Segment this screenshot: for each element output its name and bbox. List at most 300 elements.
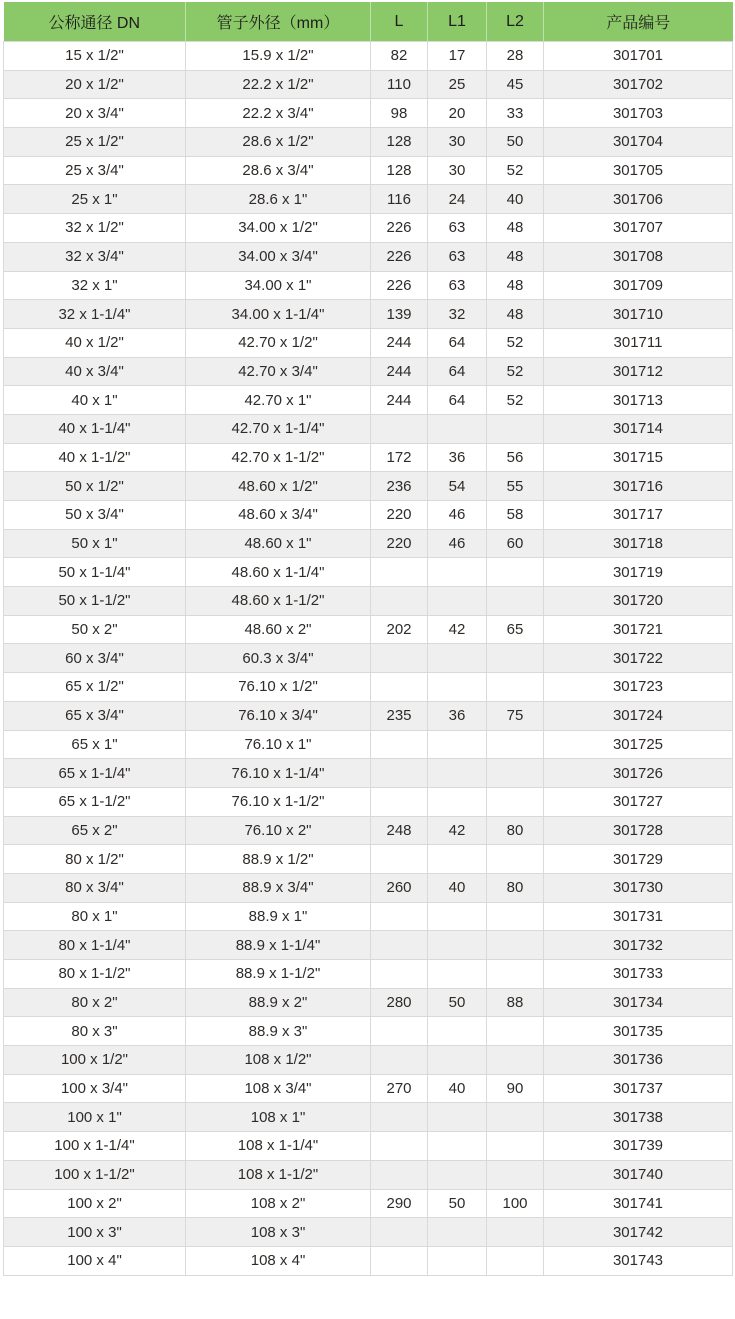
cell-dn: 100 x 1/2": [4, 1046, 186, 1075]
cell-l: 235: [371, 701, 428, 730]
cell-l1: 46: [428, 501, 487, 530]
product-spec-table-container: [3, 2, 732, 1276]
cell-code: 301708: [544, 242, 733, 271]
cell-l2: [487, 1103, 544, 1132]
cell-l1: [428, 787, 487, 816]
cell-dn: 80 x 1/2": [4, 845, 186, 874]
cell-l2: 48: [487, 242, 544, 271]
cell-l2: [487, 845, 544, 874]
table-row: [4, 730, 733, 759]
cell-l2: [487, 673, 544, 702]
cell-l2: [487, 558, 544, 587]
cell-l2: [487, 730, 544, 759]
cell-l2: 90: [487, 1074, 544, 1103]
cell-l2: 28: [487, 42, 544, 71]
table-row: [4, 931, 733, 960]
table-row: [4, 414, 733, 443]
cell-l: 260: [371, 873, 428, 902]
table-row: [4, 501, 733, 530]
cell-dn: 100 x 1": [4, 1103, 186, 1132]
cell-code: 301710: [544, 300, 733, 329]
cell-dn: 80 x 3": [4, 1017, 186, 1046]
cell-code: 301718: [544, 529, 733, 558]
cell-l2: 52: [487, 357, 544, 386]
cell-dn: 60 x 3/4": [4, 644, 186, 673]
cell-code: 301743: [544, 1246, 733, 1275]
cell-od: 88.9 x 2": [186, 988, 371, 1017]
cell-code: 301719: [544, 558, 733, 587]
cell-l: [371, 1160, 428, 1189]
cell-l: 110: [371, 70, 428, 99]
column-header-l: L: [371, 2, 428, 42]
product-spec-table: [3, 2, 733, 1276]
cell-l2: 33: [487, 99, 544, 128]
cell-l1: 40: [428, 1074, 487, 1103]
cell-l1: 32: [428, 300, 487, 329]
table-row: [4, 615, 733, 644]
cell-l1: [428, 587, 487, 616]
table-row: [4, 1160, 733, 1189]
cell-l1: [428, 730, 487, 759]
cell-od: 42.70 x 1-1/4": [186, 414, 371, 443]
cell-l1: [428, 845, 487, 874]
cell-code: 301701: [544, 42, 733, 71]
cell-code: 301707: [544, 214, 733, 243]
cell-dn: 80 x 1-1/4": [4, 931, 186, 960]
cell-l2: [487, 931, 544, 960]
cell-code: 301720: [544, 587, 733, 616]
table-header: [4, 2, 733, 42]
cell-l: [371, 673, 428, 702]
table-row: [4, 644, 733, 673]
cell-l1: 64: [428, 328, 487, 357]
cell-od: 34.00 x 1": [186, 271, 371, 300]
cell-dn: 32 x 1/2": [4, 214, 186, 243]
cell-od: 34.00 x 1-1/4": [186, 300, 371, 329]
cell-od: 22.2 x 3/4": [186, 99, 371, 128]
cell-l: 98: [371, 99, 428, 128]
cell-od: 88.9 x 1": [186, 902, 371, 931]
cell-dn: 40 x 1-1/4": [4, 414, 186, 443]
cell-l: 236: [371, 472, 428, 501]
table-row: [4, 1074, 733, 1103]
cell-l1: [428, 1132, 487, 1161]
cell-code: 301704: [544, 128, 733, 157]
cell-code: 301731: [544, 902, 733, 931]
cell-l2: 58: [487, 501, 544, 530]
cell-od: 48.60 x 2": [186, 615, 371, 644]
cell-l: 244: [371, 328, 428, 357]
cell-code: 301716: [544, 472, 733, 501]
table-row: [4, 1046, 733, 1075]
cell-l: [371, 845, 428, 874]
cell-l: 220: [371, 501, 428, 530]
cell-l: [371, 902, 428, 931]
cell-dn: 100 x 4": [4, 1246, 186, 1275]
cell-code: 301705: [544, 156, 733, 185]
cell-l: 248: [371, 816, 428, 845]
cell-l1: 30: [428, 156, 487, 185]
cell-od: 76.10 x 1/2": [186, 673, 371, 702]
cell-code: 301711: [544, 328, 733, 357]
cell-l1: 40: [428, 873, 487, 902]
cell-l2: 100: [487, 1189, 544, 1218]
cell-l1: [428, 1160, 487, 1189]
cell-od: 48.60 x 1/2": [186, 472, 371, 501]
cell-l2: [487, 644, 544, 673]
cell-od: 28.6 x 1/2": [186, 128, 371, 157]
cell-l: 226: [371, 271, 428, 300]
cell-od: 22.2 x 1/2": [186, 70, 371, 99]
table-row: [4, 787, 733, 816]
cell-dn: 80 x 1": [4, 902, 186, 931]
cell-od: 76.10 x 1": [186, 730, 371, 759]
cell-od: 108 x 1-1/4": [186, 1132, 371, 1161]
table-row: [4, 673, 733, 702]
cell-l2: 80: [487, 873, 544, 902]
table-row: [4, 300, 733, 329]
cell-l: 226: [371, 242, 428, 271]
cell-l: 220: [371, 529, 428, 558]
cell-l: [371, 1132, 428, 1161]
cell-l1: 54: [428, 472, 487, 501]
cell-od: 108 x 1/2": [186, 1046, 371, 1075]
cell-l2: 80: [487, 816, 544, 845]
cell-od: 108 x 1": [186, 1103, 371, 1132]
cell-l1: [428, 1218, 487, 1247]
cell-l2: [487, 414, 544, 443]
cell-l2: 45: [487, 70, 544, 99]
cell-od: 48.60 x 3/4": [186, 501, 371, 530]
table-row: [4, 214, 733, 243]
cell-code: 301721: [544, 615, 733, 644]
cell-od: 88.9 x 3/4": [186, 873, 371, 902]
cell-od: 28.6 x 3/4": [186, 156, 371, 185]
cell-code: 301733: [544, 960, 733, 989]
cell-od: 108 x 3/4": [186, 1074, 371, 1103]
cell-l: [371, 1017, 428, 1046]
cell-l2: 52: [487, 386, 544, 415]
cell-od: 76.10 x 1-1/4": [186, 759, 371, 788]
table-row: [4, 873, 733, 902]
cell-l: 226: [371, 214, 428, 243]
cell-l: [371, 787, 428, 816]
cell-l: 128: [371, 128, 428, 157]
cell-l1: [428, 1046, 487, 1075]
cell-code: 301703: [544, 99, 733, 128]
cell-od: 48.60 x 1": [186, 529, 371, 558]
cell-code: 301723: [544, 673, 733, 702]
cell-dn: 100 x 2": [4, 1189, 186, 1218]
cell-od: 42.70 x 1/2": [186, 328, 371, 357]
table-row: [4, 185, 733, 214]
cell-l1: 63: [428, 214, 487, 243]
column-header-l1: L1: [428, 2, 487, 42]
column-header-code: 产品编号: [544, 2, 733, 42]
cell-dn: 65 x 1": [4, 730, 186, 759]
cell-od: 88.9 x 3": [186, 1017, 371, 1046]
cell-l: [371, 587, 428, 616]
table-row: [4, 1246, 733, 1275]
cell-code: 301729: [544, 845, 733, 874]
table-row: [4, 156, 733, 185]
cell-l1: [428, 759, 487, 788]
table-row: [4, 845, 733, 874]
cell-code: 301742: [544, 1218, 733, 1247]
column-header-dn: 公称通径 DN: [4, 2, 186, 42]
cell-dn: 40 x 1-1/2": [4, 443, 186, 472]
cell-od: 28.6 x 1": [186, 185, 371, 214]
cell-l2: [487, 902, 544, 931]
cell-l1: 63: [428, 271, 487, 300]
cell-l: 280: [371, 988, 428, 1017]
cell-l1: [428, 1017, 487, 1046]
cell-l2: 40: [487, 185, 544, 214]
cell-code: 301712: [544, 357, 733, 386]
cell-l1: 24: [428, 185, 487, 214]
cell-l: [371, 730, 428, 759]
cell-l2: 48: [487, 300, 544, 329]
table-row: [4, 988, 733, 1017]
cell-l1: [428, 673, 487, 702]
cell-l1: [428, 1103, 487, 1132]
cell-dn: 100 x 1-1/2": [4, 1160, 186, 1189]
cell-dn: 50 x 3/4": [4, 501, 186, 530]
cell-l1: 64: [428, 357, 487, 386]
cell-od: 34.00 x 3/4": [186, 242, 371, 271]
table-row: [4, 42, 733, 71]
cell-code: 301732: [544, 931, 733, 960]
cell-od: 60.3 x 3/4": [186, 644, 371, 673]
cell-dn: 25 x 1": [4, 185, 186, 214]
cell-od: 42.70 x 1": [186, 386, 371, 415]
cell-dn: 80 x 1-1/2": [4, 960, 186, 989]
table-row: [4, 1132, 733, 1161]
cell-l: 202: [371, 615, 428, 644]
cell-l2: [487, 759, 544, 788]
cell-dn: 100 x 3/4": [4, 1074, 186, 1103]
table-row: [4, 701, 733, 730]
cell-l: [371, 1246, 428, 1275]
cell-dn: 65 x 1-1/4": [4, 759, 186, 788]
cell-od: 76.10 x 3/4": [186, 701, 371, 730]
table-row: [4, 816, 733, 845]
cell-l2: 55: [487, 472, 544, 501]
cell-l: [371, 1218, 428, 1247]
table-row: [4, 558, 733, 587]
table-row: [4, 1017, 733, 1046]
cell-l1: 36: [428, 443, 487, 472]
cell-dn: 25 x 3/4": [4, 156, 186, 185]
cell-code: 301727: [544, 787, 733, 816]
cell-dn: 80 x 3/4": [4, 873, 186, 902]
cell-l2: [487, 1160, 544, 1189]
cell-l: [371, 1103, 428, 1132]
table-row: [4, 902, 733, 931]
cell-code: 301702: [544, 70, 733, 99]
table-row: [4, 960, 733, 989]
table-row: [4, 271, 733, 300]
cell-l: [371, 960, 428, 989]
cell-code: 301741: [544, 1189, 733, 1218]
cell-l: 244: [371, 386, 428, 415]
cell-code: 301736: [544, 1046, 733, 1075]
cell-l1: [428, 558, 487, 587]
table-row: [4, 759, 733, 788]
cell-dn: 40 x 1": [4, 386, 186, 415]
table-row: [4, 357, 733, 386]
cell-l: 128: [371, 156, 428, 185]
cell-code: 301728: [544, 816, 733, 845]
cell-l1: 36: [428, 701, 487, 730]
cell-od: 108 x 3": [186, 1218, 371, 1247]
cell-l: 244: [371, 357, 428, 386]
cell-dn: 32 x 3/4": [4, 242, 186, 271]
cell-code: 301730: [544, 873, 733, 902]
cell-l2: 52: [487, 156, 544, 185]
cell-l: 139: [371, 300, 428, 329]
cell-od: 108 x 1-1/2": [186, 1160, 371, 1189]
cell-l: 172: [371, 443, 428, 472]
cell-l: 116: [371, 185, 428, 214]
cell-l1: 46: [428, 529, 487, 558]
cell-l2: 50: [487, 128, 544, 157]
cell-code: 301714: [544, 414, 733, 443]
cell-l2: 48: [487, 214, 544, 243]
table-row: [4, 1189, 733, 1218]
cell-l2: [487, 587, 544, 616]
cell-l1: [428, 644, 487, 673]
cell-l2: 65: [487, 615, 544, 644]
cell-dn: 32 x 1": [4, 271, 186, 300]
cell-l1: [428, 414, 487, 443]
cell-l1: 20: [428, 99, 487, 128]
cell-dn: 15 x 1/2": [4, 42, 186, 71]
cell-l1: 63: [428, 242, 487, 271]
cell-dn: 32 x 1-1/4": [4, 300, 186, 329]
cell-l1: 50: [428, 988, 487, 1017]
cell-l1: [428, 931, 487, 960]
cell-l2: [487, 1218, 544, 1247]
cell-code: 301724: [544, 701, 733, 730]
cell-code: 301737: [544, 1074, 733, 1103]
cell-l2: 88: [487, 988, 544, 1017]
cell-l: 82: [371, 42, 428, 71]
cell-dn: 20 x 3/4": [4, 99, 186, 128]
cell-l1: 17: [428, 42, 487, 71]
table-row: [4, 99, 733, 128]
cell-code: 301740: [544, 1160, 733, 1189]
cell-dn: 65 x 2": [4, 816, 186, 845]
cell-l: 270: [371, 1074, 428, 1103]
cell-l2: 56: [487, 443, 544, 472]
cell-l2: [487, 960, 544, 989]
cell-dn: 50 x 1": [4, 529, 186, 558]
cell-l1: 25: [428, 70, 487, 99]
cell-dn: 40 x 1/2": [4, 328, 186, 357]
cell-dn: 65 x 3/4": [4, 701, 186, 730]
cell-code: 301722: [544, 644, 733, 673]
cell-od: 88.9 x 1-1/2": [186, 960, 371, 989]
cell-l2: [487, 1132, 544, 1161]
cell-dn: 50 x 1/2": [4, 472, 186, 501]
cell-od: 48.60 x 1-1/4": [186, 558, 371, 587]
cell-l: [371, 759, 428, 788]
cell-l: [371, 931, 428, 960]
cell-od: 108 x 2": [186, 1189, 371, 1218]
cell-od: 42.70 x 3/4": [186, 357, 371, 386]
cell-dn: 100 x 1-1/4": [4, 1132, 186, 1161]
cell-code: 301735: [544, 1017, 733, 1046]
cell-l: [371, 558, 428, 587]
cell-dn: 100 x 3": [4, 1218, 186, 1247]
cell-code: 301706: [544, 185, 733, 214]
cell-l1: 42: [428, 816, 487, 845]
cell-od: 88.9 x 1/2": [186, 845, 371, 874]
cell-od: 48.60 x 1-1/2": [186, 587, 371, 616]
table-row: [4, 386, 733, 415]
header-row: [4, 2, 733, 42]
column-header-l2: L2: [487, 2, 544, 42]
cell-l2: [487, 787, 544, 816]
table-row: [4, 70, 733, 99]
cell-l: [371, 414, 428, 443]
cell-dn: 50 x 1-1/2": [4, 587, 186, 616]
cell-code: 301725: [544, 730, 733, 759]
cell-od: 76.10 x 2": [186, 816, 371, 845]
table-row: [4, 328, 733, 357]
cell-code: 301715: [544, 443, 733, 472]
cell-code: 301717: [544, 501, 733, 530]
cell-l2: [487, 1046, 544, 1075]
cell-od: 108 x 4": [186, 1246, 371, 1275]
table-row: [4, 443, 733, 472]
cell-l: 290: [371, 1189, 428, 1218]
cell-dn: 20 x 1/2": [4, 70, 186, 99]
table-row: [4, 128, 733, 157]
cell-l2: 60: [487, 529, 544, 558]
table-row: [4, 587, 733, 616]
product-table-body: [4, 42, 733, 1276]
cell-dn: 25 x 1/2": [4, 128, 186, 157]
cell-l1: [428, 960, 487, 989]
cell-l2: 75: [487, 701, 544, 730]
cell-code: 301713: [544, 386, 733, 415]
cell-l2: 48: [487, 271, 544, 300]
cell-dn: 80 x 2": [4, 988, 186, 1017]
cell-l1: 30: [428, 128, 487, 157]
table-row: [4, 1103, 733, 1132]
cell-code: 301739: [544, 1132, 733, 1161]
cell-od: 42.70 x 1-1/2": [186, 443, 371, 472]
cell-code: 301738: [544, 1103, 733, 1132]
cell-dn: 50 x 1-1/4": [4, 558, 186, 587]
cell-l: [371, 1046, 428, 1075]
cell-od: 34.00 x 1/2": [186, 214, 371, 243]
table-row: [4, 242, 733, 271]
column-header-od: 管子外径（mm）: [186, 2, 371, 42]
table-row: [4, 472, 733, 501]
cell-l1: [428, 1246, 487, 1275]
cell-l1: 42: [428, 615, 487, 644]
cell-od: 88.9 x 1-1/4": [186, 931, 371, 960]
cell-dn: 65 x 1/2": [4, 673, 186, 702]
cell-l1: [428, 902, 487, 931]
cell-l2: [487, 1246, 544, 1275]
table-row: [4, 529, 733, 558]
cell-dn: 40 x 3/4": [4, 357, 186, 386]
cell-l: [371, 644, 428, 673]
